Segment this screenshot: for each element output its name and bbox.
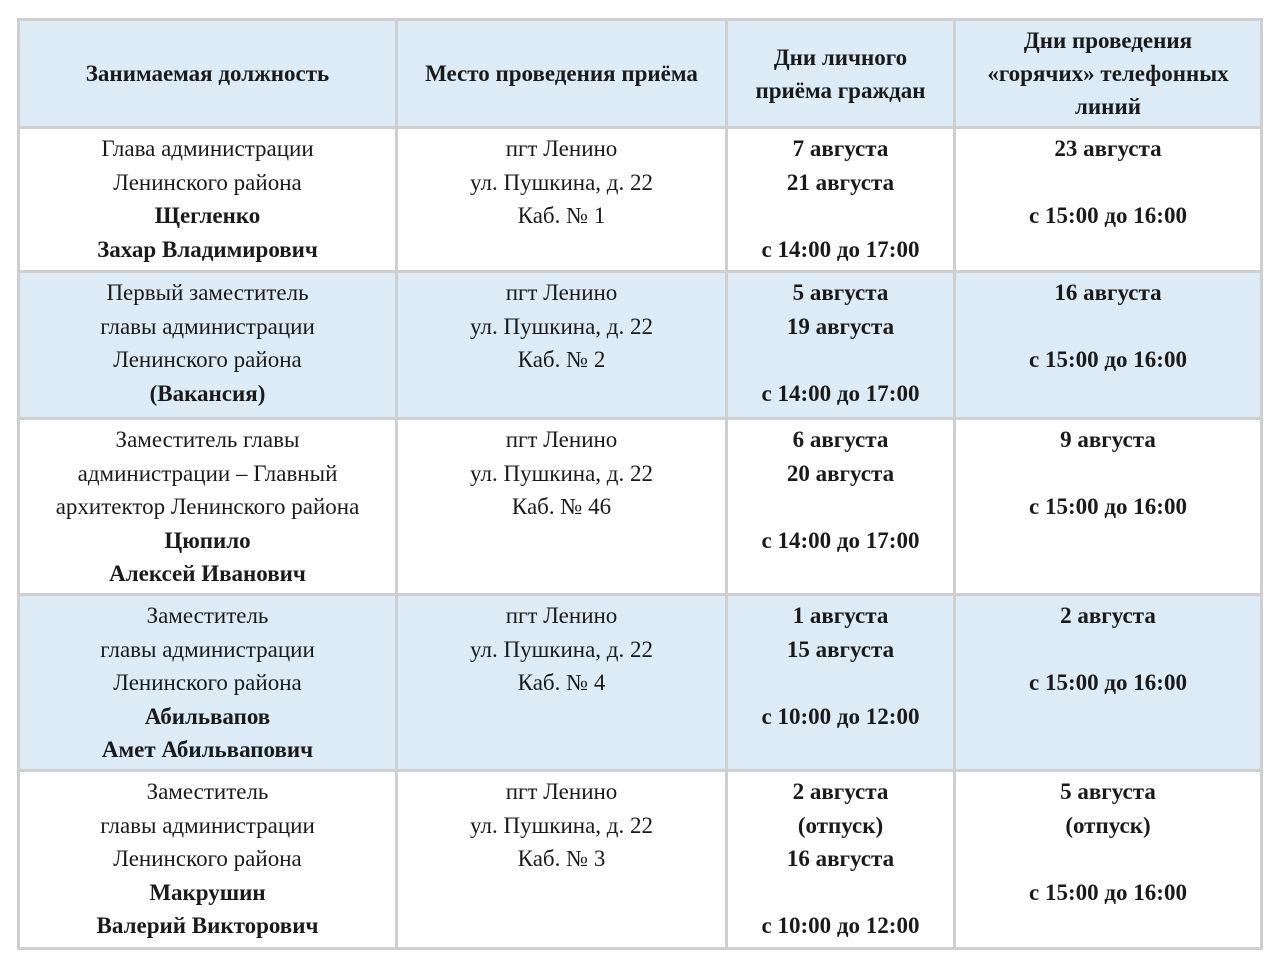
cell-reception: 6 августа 20 августа с 14:00 до 17:00	[727, 419, 955, 595]
official-name: Щегленко	[154, 203, 261, 228]
official-name: Цюпило	[164, 527, 251, 553]
cell-reception: 2 августа (отпуск) 16 августа с 10:00 до 12:00	[727, 771, 955, 949]
table-row	[19, 419, 1262, 595]
official-name: Валерий Викторович	[96, 913, 319, 938]
cell-hotline: 2 августа с 15:00 до 16:00	[955, 595, 1262, 771]
cell-position: Глава администрации Ленинского района Щегленко Захар Владимирович	[19, 128, 397, 272]
cell-place: пгт Ленино ул. Пушкина, д. 22 Каб. № 46	[397, 419, 727, 595]
cell-hotline: 23 августа с 15:00 до 16:00	[955, 128, 1262, 272]
cell-place: пгт Ленино ул. Пушкина, д. 22 Каб. № 1	[397, 128, 727, 272]
official-name: Захар Владимирович	[97, 236, 318, 262]
cell-reception: 7 августа 21 августа с 14:00 до 17:00	[727, 128, 955, 272]
table-row	[19, 771, 1262, 949]
header-reception-days: Дни личного приёма граждан	[727, 20, 955, 128]
cell-position: Заместитель главы администрации – Главный архитектор Ленинского района Цюпило Алексей Иванович	[19, 419, 397, 595]
header-hotline-days: Дни проведения «горячих» телефонных линий	[955, 20, 1262, 128]
cell-position: Заместитель главы администрации Ленинского района Макрушин Валерий Викторович	[19, 771, 397, 949]
official-name: Абильвапов	[144, 703, 271, 729]
table-row	[19, 595, 1262, 771]
table-row	[19, 128, 1262, 272]
official-name: Амет Абильвапович	[101, 737, 314, 762]
header-position: Занимаемая должность	[19, 20, 397, 128]
cell-position: Первый заместитель главы администрации Ленинского района (Вакансия)	[19, 272, 397, 419]
table-row	[19, 272, 1262, 419]
cell-place: пгт Ленино ул. Пушкина, д. 22 Каб. № 2	[397, 272, 727, 419]
official-name: Макрушин	[149, 879, 266, 905]
official-name: Алексей Иванович	[109, 561, 306, 586]
cell-hotline: 5 августа (отпуск) с 15:00 до 16:00	[955, 771, 1262, 949]
cell-place: пгт Ленино ул. Пушкина, д. 22 Каб. № 3	[397, 771, 727, 949]
cell-hotline: 9 августа с 15:00 до 16:00	[955, 419, 1262, 595]
cell-place: пгт Ленино ул. Пушкина, д. 22 Каб. № 4	[397, 595, 727, 771]
cell-position: Заместитель главы администрации Ленинского района Абильвапов Амет Абильвапович	[19, 595, 397, 771]
reception-schedule-table	[17, 18, 1263, 950]
header-place: Место проведения приёма	[397, 20, 727, 128]
table-header-row	[19, 20, 1262, 128]
cell-hotline: 16 августа с 15:00 до 16:00	[955, 272, 1262, 419]
official-name: (Вакансия)	[149, 380, 266, 406]
cell-reception: 5 августа 19 августа с 14:00 до 17:00	[727, 272, 955, 419]
cell-reception: 1 августа 15 августа с 10:00 до 12:00	[727, 595, 955, 771]
